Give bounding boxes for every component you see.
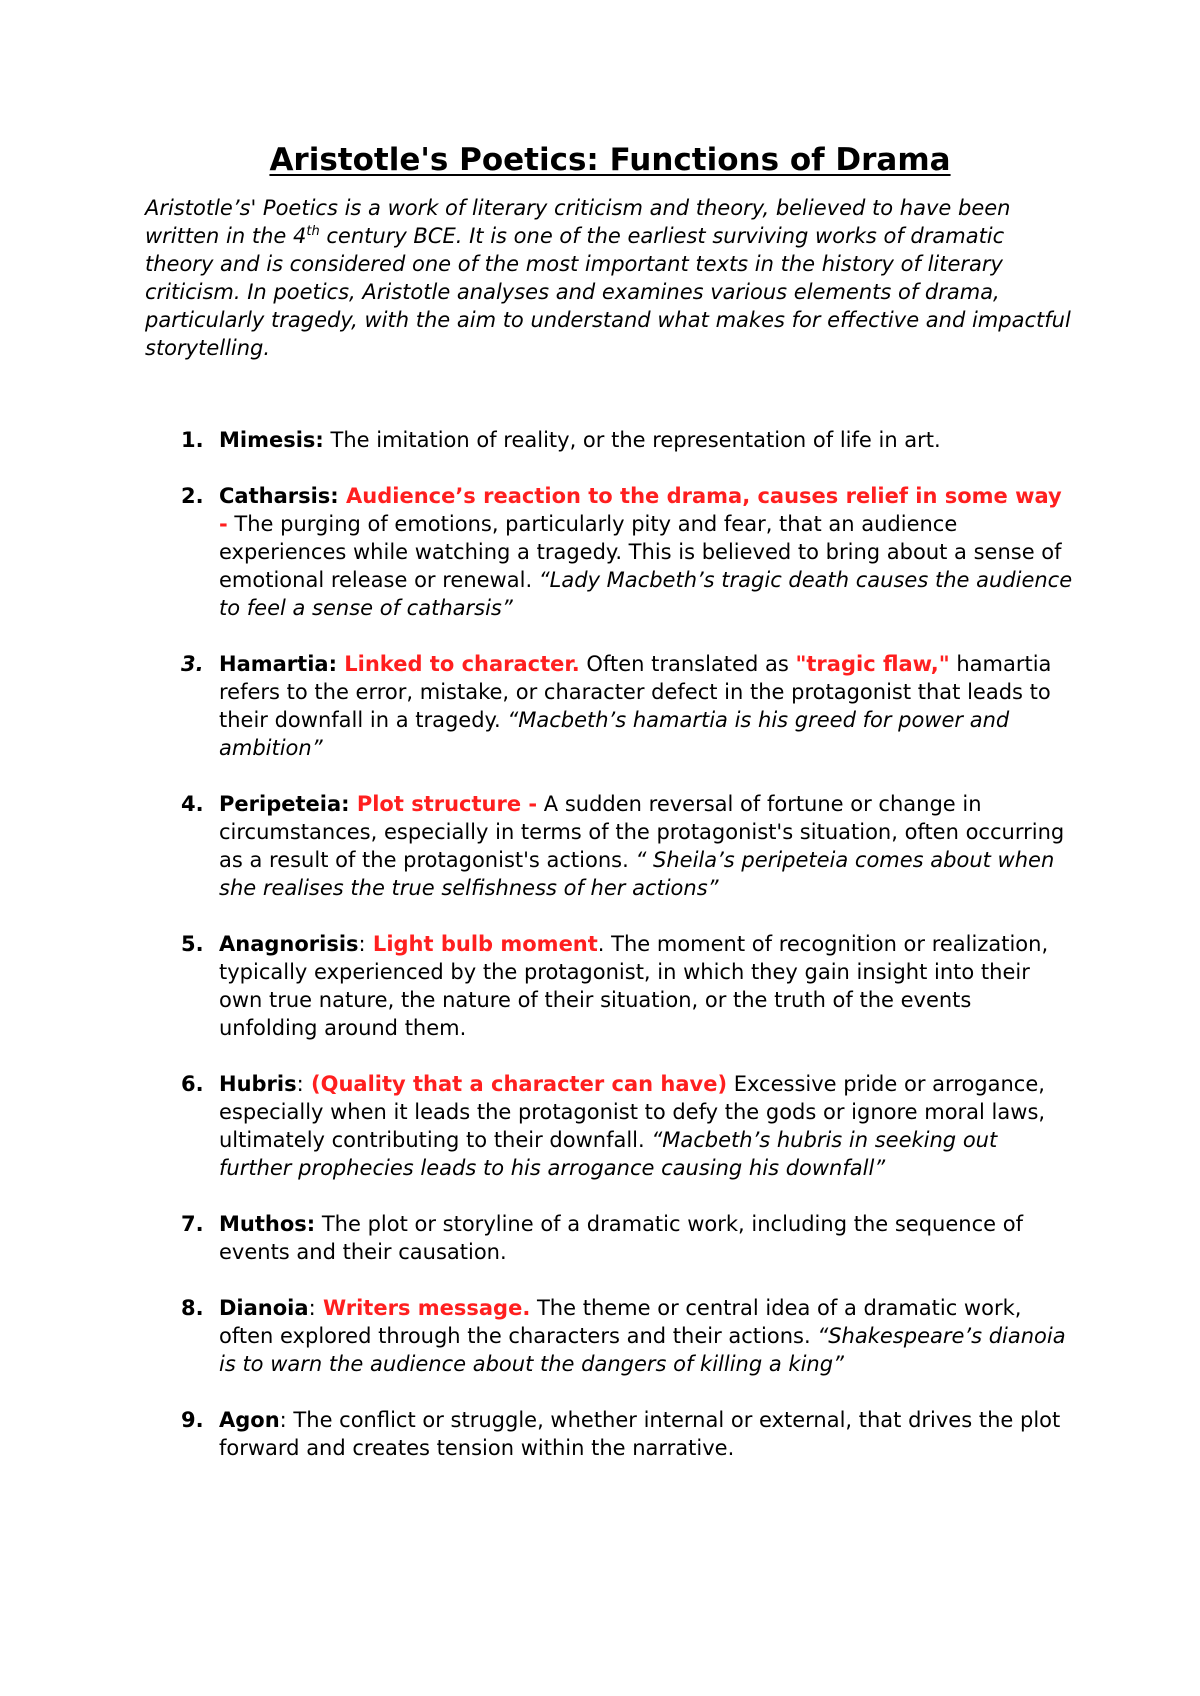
item-term: Agon bbox=[219, 1408, 280, 1432]
item-term: Dianoia bbox=[219, 1296, 309, 1320]
item-term: Hubris bbox=[219, 1072, 297, 1096]
item-separator: : bbox=[358, 932, 366, 956]
item-number: 9. bbox=[181, 1408, 204, 1432]
item-definition: . The moment of recognition or realization, typically experienced by the protagonist, in which they gain insight into their own true nature, the nature of their situation, or the truth of the events unfolding around them. bbox=[219, 932, 1049, 1040]
intro-text-continued: century BCE. It is one of the earliest surviving works of dramatic theory and is considered one of the most important texts in the history of literary criticism. In poetics, Aristotle analyses and examines various elements of drama, particularly tragedy, with the aim to understand what makes for effective and impactful storytelling. bbox=[145, 224, 1071, 360]
item-term: Catharsis: bbox=[219, 484, 339, 508]
item-highlight: Audience’s reaction to the drama, causes relief in some way - bbox=[219, 484, 1062, 536]
document-title: Aristotle's Poetics: Functions of Drama bbox=[269, 142, 951, 178]
item-number: 5. bbox=[181, 932, 204, 956]
item-term: Peripeteia: bbox=[219, 792, 350, 816]
list-item-agon bbox=[145, 1406, 1075, 1462]
list-item-dianoia bbox=[145, 1294, 1075, 1378]
item-number: 8. bbox=[181, 1296, 204, 1320]
item-definition: The purging of emotions, particularly pity and fear, that an audience experiences while watching a tragedy. This is believed to bring about a sense of emotional release or renewal. bbox=[219, 512, 1062, 592]
item-definition-continued: hamartia refers to the error, mistake, or character defect in the protagonist that leads to their downfall in a tragedy. bbox=[219, 652, 1052, 732]
item-term: Anagnorisis bbox=[219, 932, 359, 956]
item-number: 4. bbox=[181, 792, 204, 816]
item-number: 6. bbox=[181, 1072, 204, 1096]
list-item-catharsis bbox=[145, 482, 1075, 622]
item-highlight: Plot structure - bbox=[349, 792, 538, 816]
item-example: “ Sheila’s peripeteia comes about when she realises the true selfishness of her actions” bbox=[219, 848, 1055, 900]
item-highlight: (Quality that a character can have) bbox=[303, 1072, 728, 1096]
item-separator: : bbox=[279, 1408, 287, 1432]
list-item-hubris bbox=[145, 1070, 1075, 1182]
item-term: Muthos: bbox=[219, 1212, 316, 1236]
list-item-peripeteia bbox=[145, 790, 1075, 902]
item-definition: A sudden reversal of fortune or change in circumstances, especially in terms of the protagonist's situation, often occurring as a result of the protagonist's actions. bbox=[219, 792, 1065, 872]
terms-list bbox=[145, 426, 1075, 1462]
item-definition: The theme or central idea of a dramatic work, often explored through the characters and their actions. bbox=[219, 1296, 1022, 1348]
item-definition: The imitation of reality, or the representation of life in art. bbox=[323, 428, 941, 452]
list-item-mimesis bbox=[145, 426, 1075, 454]
item-term: Mimesis: bbox=[219, 428, 324, 452]
document-page bbox=[145, 140, 1075, 1490]
item-separator: : bbox=[308, 1296, 316, 1320]
item-number: 2. bbox=[181, 484, 204, 508]
item-separator: : bbox=[296, 1072, 304, 1096]
item-number: 1. bbox=[181, 428, 204, 452]
item-highlight-secondary: "tragic flaw," bbox=[795, 652, 950, 676]
item-definition: The plot or storyline of a dramatic work, including the sequence of events and their causation. bbox=[219, 1212, 1023, 1264]
item-number: 3. bbox=[181, 652, 204, 676]
intro-superscript: th bbox=[306, 224, 320, 239]
item-number: 7. bbox=[181, 1212, 204, 1236]
list-item-hamartia bbox=[145, 650, 1075, 762]
item-definition: The conflict or struggle, whether internal or external, that drives the plot forward and creates tension within the narrative. bbox=[219, 1408, 1061, 1460]
item-highlight: Linked to character. bbox=[336, 652, 580, 676]
item-highlight: Light bulb moment bbox=[365, 932, 598, 956]
intro-paragraph bbox=[145, 194, 1075, 362]
item-example: “Shakespeare’s dianoia is to warn the audience about the dangers of killing a king” bbox=[219, 1324, 1066, 1376]
list-item-muthos bbox=[145, 1210, 1075, 1266]
item-example: “Macbeth’s hamartia is his greed for power and ambition” bbox=[219, 708, 1010, 760]
item-example: “Macbeth’s hubris in seeking out further prophecies leads to his arrogance causing his downfall” bbox=[219, 1128, 998, 1180]
list-item-anagnorisis bbox=[145, 930, 1075, 1042]
item-term: Hamartia: bbox=[219, 652, 337, 676]
intro-text: Aristotle’s' Poetics is a work of literary criticism and theory, believed to have been written in the 4 bbox=[145, 196, 1011, 248]
item-highlight: Writers message. bbox=[315, 1296, 531, 1320]
item-definition: Often translated as bbox=[579, 652, 796, 676]
item-example: “Lady Macbeth’s tragic death causes the audience to feel a sense of catharsis” bbox=[219, 568, 1073, 620]
item-definition: Excessive pride or arrogance, especially when it leads the protagonist to defy the gods or ignore moral laws, ultimately contributing to their downfall. bbox=[219, 1072, 1046, 1152]
